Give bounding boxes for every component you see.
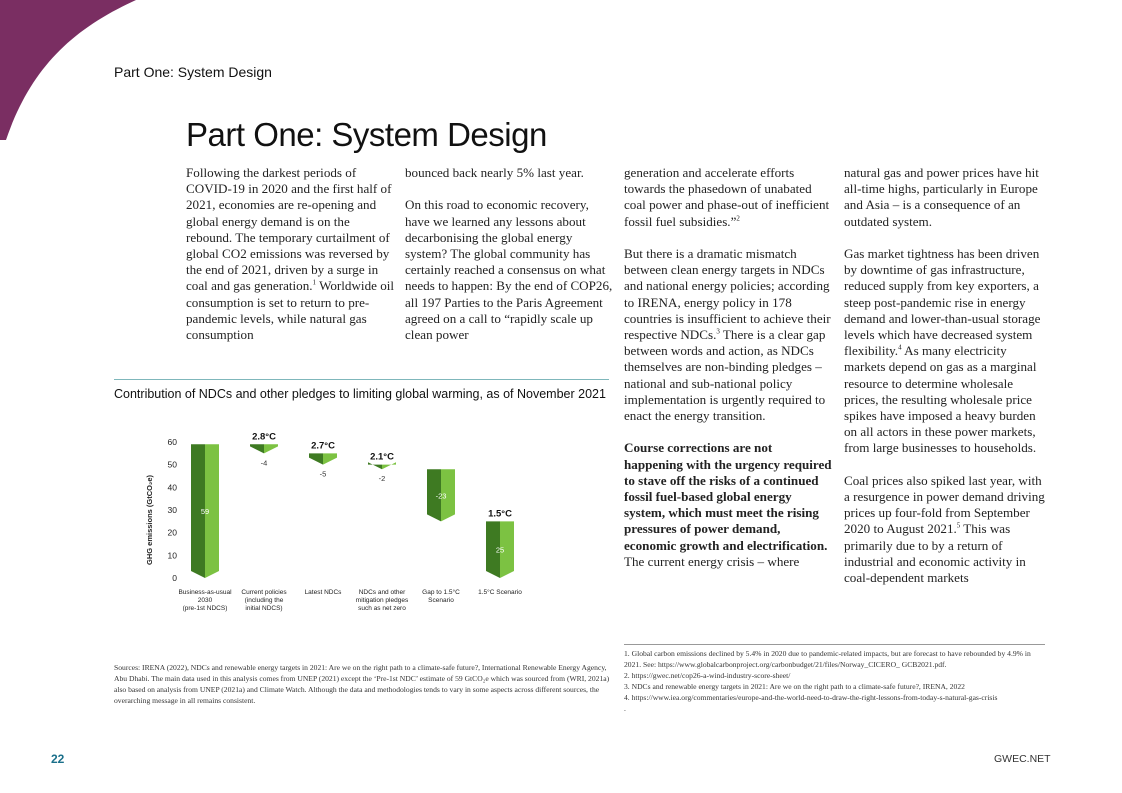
paragraph: Gas market tightness has been driven by downtime of gas infrastructure, reduced supply from key exporters, a steep post-pandemic rise in energy demand and lower-than-usual storage levels which have decreased system flexibility.$^4$ As many electricity markets depend on gas as a marginal resource to determine wholesale prices, the resulting wholesale price spikes have imposed a heavy burden on all actors in these power markets, from large businesses to households. — [844, 246, 1041, 456]
paragraph: But there is a dramatic mismatch between clean energy targets in NDCs and national energy policies; according to IRENA, energy policy in 178 countries is insufficient to achieve their respective NDCs.$^3$ There is a clear gap between words and action, as NDCs themselves are non-binding pledges – national and sub-national policy implementation is urgently required to enact the energy transition. — [624, 246, 831, 424]
data-label: -23 — [435, 491, 447, 501]
x-category-label: 1.5°C Scenario — [478, 589, 522, 596]
x-category-label: (pre-1st NDCS) — [182, 605, 228, 612]
paragraph: bounced back nearly 5% last year. — [405, 165, 584, 180]
paragraph: On this road to economic recovery, have we learned any lessons about decarbonising the global energy system? The global community has certainly reached a consensus on what needs to happen: By the end of COP26, all 197 Parties to the Paris Agreement agreed on a call to “rapidly scale up clean power — [405, 197, 613, 343]
y-axis-label: GHG emissions (GtCO₂e) — [145, 474, 154, 566]
data-label: -5 — [319, 469, 327, 479]
running-header: Part One: System Design — [114, 64, 272, 80]
x-category-label: initial NDCS) — [245, 605, 283, 612]
bar-left-face — [250, 444, 264, 453]
footnote: 3. NDCs and renewable energy targets in 2021: Are we on the right path to a climate-safe future?, IRENA, 2022 — [624, 682, 965, 691]
data-label: 25 — [495, 545, 505, 555]
paragraph: Course corrections are not happening with the urgency required to stave off the risks of a continued fossil fuel-based global energy system, which must meet the rising pressures of power demand, economic growth and electrification. The current energy crisis – where — [624, 440, 832, 569]
bar-left-face — [368, 462, 382, 469]
bar-left-face — [309, 453, 323, 464]
paragraph: natural gas and power prices have hit all-time highs, particularly in Europe and Asia – is a consequence of an outdated system. — [844, 165, 1039, 229]
footnote: 1. Global carbon emissions declined by 5.4% in 2020 due to pandemic-related impacts, but are forecast to have rebounded by 4.9% in 2021. See: https://www.globalcarbonproject.org/carbonbudget/21/files/Norway_CICERO_ GCB2021.pdf. — [624, 649, 1031, 669]
y-tick-label: 0 — [172, 573, 177, 583]
chart-sources: Sources: IRENA (2022), NDCs and renewable energy targets in 2021: Are we on the right path to a climate-safe future?, International Renewable Energy Agency, Abu Dhabi. The main data used in this analysis comes from UNEP (2021) except the ‘Pre-1st NDC’ estimate of 59 GtCO₂e which was sourced from (WRI, 2021a) also based on analysis from UNEP (2021a) and Climate Watch. Although the data and methodologies tends to vary in some aspects across different sources, the overarching message in all remains consistent. — [114, 663, 610, 705]
paragraph: Coal prices also spiked last year, with a resurgence in power demand driving prices up four-fold from September 2020 to August 2021.$^5$ This was primarily due to by a return of industrial and economic activity in coal-dependent markets — [844, 472, 1045, 586]
x-category-label: Business-as-usual — [178, 589, 232, 596]
footnote: 4. https://www.iea.org/commentaries/europe-and-the-world-need-to-draw-the-right-lessons-from-today-s-natural-gas-crisis — [624, 693, 998, 702]
chart-title: Contribution of NDCs and other pledges to limiting global warming, as of November 2021 — [114, 387, 606, 401]
x-category-label: Current policies — [241, 589, 287, 596]
y-tick-label: 20 — [167, 527, 177, 538]
x-category-label: Gap to 1.5°C — [422, 589, 460, 596]
page-number: 22 — [51, 752, 65, 766]
x-category-label: Scenario — [428, 597, 454, 604]
data-label: -2 — [378, 474, 386, 484]
paragraph: Following the darkest periods of COVID-19 in 2020 and the first half of 2021, economies are re-opening and global energy demand is on the rebound. The temporary curtailment of global CO2 emissions was reversed by the end of 2021, driven by a surge in coal and gas generation.$^1$ Worldwide oil consumption is set to return to pre-pandemic levels, while natural gas consumption — [186, 165, 395, 343]
bar-right-face — [323, 453, 337, 464]
x-category-label: (including the — [244, 597, 284, 604]
y-tick-label: 50 — [167, 459, 177, 470]
footnote: . — [624, 704, 626, 713]
x-category-label: Latest NDCs — [304, 589, 342, 596]
temperature-label: 2.1°C — [370, 451, 394, 463]
x-category-label: 2030 — [197, 597, 213, 604]
emphasis-text: Course corrections are not happening with the urgency required to stave off the risks of a continued fossil fuel-based global energy system, which must meet the rising pressures of power demand, economic growth and electrification. — [624, 440, 832, 553]
temperature-label: 2.8°C — [252, 431, 276, 443]
footnote: 2. https://gwec.net/cop26-a-wind-industry-score-sheet/ — [624, 671, 791, 680]
bar-right-face — [264, 444, 278, 453]
text-column-3 — [624, 165, 834, 570]
page-title: Part One: System Design — [186, 116, 547, 153]
y-tick-label: 30 — [167, 505, 177, 515]
chart-divider — [114, 379, 609, 380]
y-tick-label: 60 — [167, 437, 177, 447]
waterfall-chart — [140, 420, 610, 620]
site-url: GWEC.NET — [994, 753, 1051, 765]
x-category-label: NDCs and other — [358, 589, 406, 596]
text-column-4 — [844, 165, 1049, 586]
temperature-label: 2.7°C — [311, 440, 335, 452]
footnote-divider — [624, 644, 1045, 645]
text-column-1 — [186, 165, 396, 343]
footnotes — [624, 648, 1048, 714]
temperature-label: 1.5°C — [488, 508, 512, 520]
y-tick-label: 10 — [167, 550, 177, 561]
y-tick-label: 40 — [167, 482, 177, 493]
x-category-label: mitigation pledges — [355, 597, 409, 604]
bar-right-face — [382, 462, 396, 469]
data-label: 59 — [200, 507, 210, 517]
paragraph: generation and accelerate efforts towards the phasedown of unabated coal power and phase-out of inefficient fossil fuel subsidies.”$^2$ — [624, 165, 830, 229]
x-category-label: such as net zero — [358, 605, 406, 612]
data-label: -4 — [260, 458, 268, 468]
text-column-2 — [405, 165, 615, 343]
